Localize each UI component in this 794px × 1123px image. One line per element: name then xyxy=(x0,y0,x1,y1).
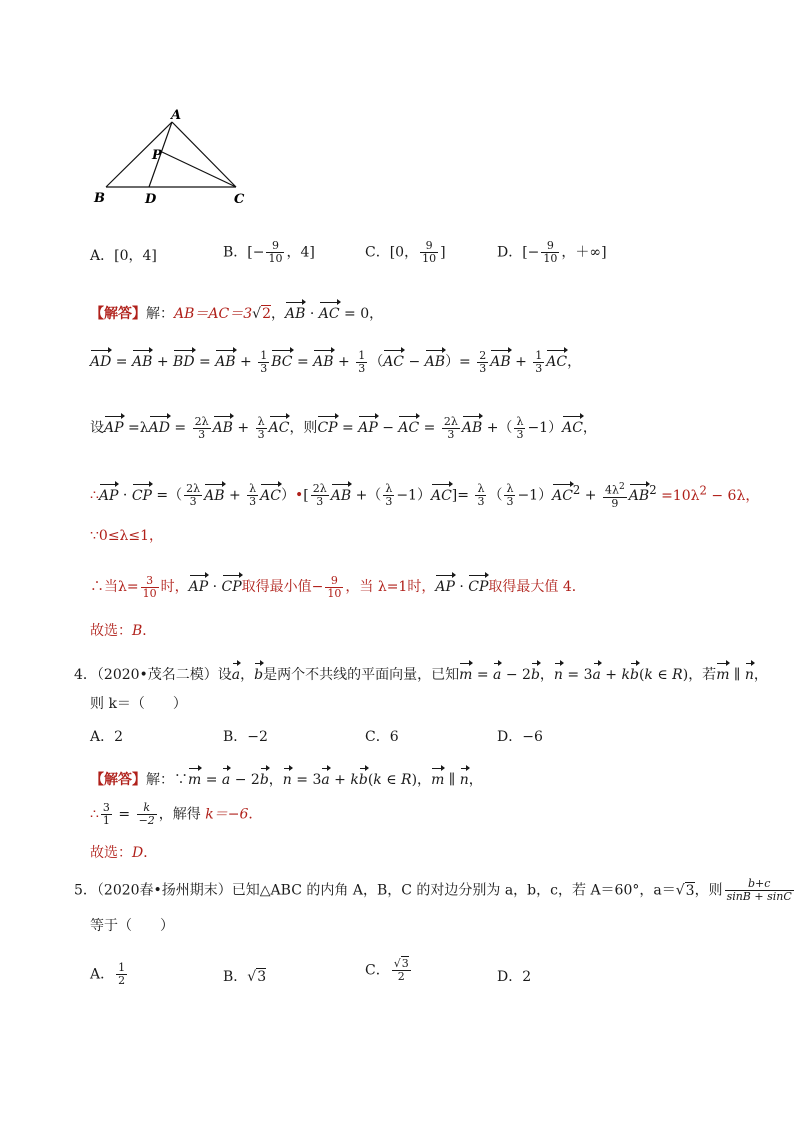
q3-solution-line3: 设AP =λAD = $\frac{2\lambda}{3}$ AB + $\frac{\lambda}{3}$ AC，则CP = AP − AC = $\frac{2\lambda}{3}$ AB +（ $\frac{\lambda}{3}$ −1）AC， xyxy=(90,414,597,441)
q3-solution-line4: ∴AP · CP =（ $\frac{2\lambda}{3}$ AB + $\frac{\lambda}{3}$ AC）•[ $\frac{2\lambda}{3}$ AB +（ $\frac{\lambda}{3}$ −1）AC]= $\frac{\lambda}{3}$ （ $\frac{\lambda}{3}$ $-1)AC^2$ + $\frac{4\lambda^2}{9}$ $AB^2 =10\lambda^2 - 6\lambda$， xyxy=(90,481,760,510)
q3-option-c: C．[0， $\frac{9}{10}$ ] xyxy=(365,239,446,265)
q3-option-a: A．[0，4] xyxy=(90,248,157,264)
label-b: B xyxy=(94,191,105,206)
answer-tag: 【解答】 xyxy=(90,306,146,322)
q5-option-c: C． $\frac{√3}{2}$ xyxy=(365,957,409,983)
q3-condition: ∵0≤λ≤1， xyxy=(90,528,164,544)
label-p: P xyxy=(152,148,162,163)
label-c: C xyxy=(234,192,245,207)
q4-option-c: C．6 xyxy=(365,729,399,745)
sqrt-2: 2 xyxy=(262,306,271,322)
radical-sign: √ xyxy=(247,969,257,985)
triangle-figure xyxy=(88,104,258,208)
q3-conclusion: ∴当λ= $\frac{3}{10}$ 时，AP · CP取得最小值− $\frac{9}{10}$ ，当 λ=1时，AP · CP取得最大值 4． xyxy=(90,573,586,600)
q4-solution-line1: 【解答】解：∵m = a − 2b，n = 3a + kb(k ∈ R)，m ∥ n， xyxy=(90,766,483,790)
q3-solution-line1: 【解答】解：AB＝AC＝3√2，AB · AC = 0， xyxy=(90,300,383,324)
q4-choose: 故选：D． xyxy=(90,845,158,861)
sqrt-3: 3 xyxy=(685,882,695,899)
q4-stem-line2: 则 k＝（ ） xyxy=(90,696,187,712)
q3-choose: 故选：B． xyxy=(90,623,157,639)
q5-option-a: A． $\frac{1}{2}$ xyxy=(90,961,126,987)
label-a: A xyxy=(171,108,182,123)
q4-option-d: D．−6 xyxy=(497,729,543,745)
q3-option-b: B．[− $\frac{9}{10}$ ，4] xyxy=(223,239,315,265)
q4-stem: 4．（2020•茂名二模）设a，b是两个不共线的平面向量，已知m = a − 2b，n = 3a + kb(k ∈ R)，若m ∥ n， xyxy=(74,661,768,685)
q5-option-b: B．√3 xyxy=(223,969,267,985)
radical-sign: √ xyxy=(675,882,685,899)
q3-solution-line2: AD = AB + BD = AB + $\frac{1}{3}$ BC = AB + $\frac{1}{3}$ （AC − AB）= $\frac{2}{3}$ AB + $\frac{1}{3}$ AC， xyxy=(90,348,582,375)
radical-sign: √ xyxy=(252,306,262,322)
q4-option-b: B．−2 xyxy=(223,729,268,745)
q4-solution-line2: ∴ $\frac{3}{1}$ = $\frac{k}{-2}$ ，解得 k＝−6． xyxy=(90,801,263,827)
q4-option-a: A．2 xyxy=(90,729,124,745)
q5-stem-line2: 等于（ ） xyxy=(90,918,174,934)
label-d: D xyxy=(145,192,157,207)
q3-option-d: D．[− $\frac{9}{10}$ ，＋∞] xyxy=(497,239,607,265)
q5-stem: 5．（2020春•扬州期末）已知△ABC 的内角 A，B，C 的对边分别为 a，b，c，若 A＝60°，a＝√3，则 $\frac{b+c}{\sin B + \sin C}$ xyxy=(74,877,792,903)
q5-option-d: D．2 xyxy=(497,969,532,985)
